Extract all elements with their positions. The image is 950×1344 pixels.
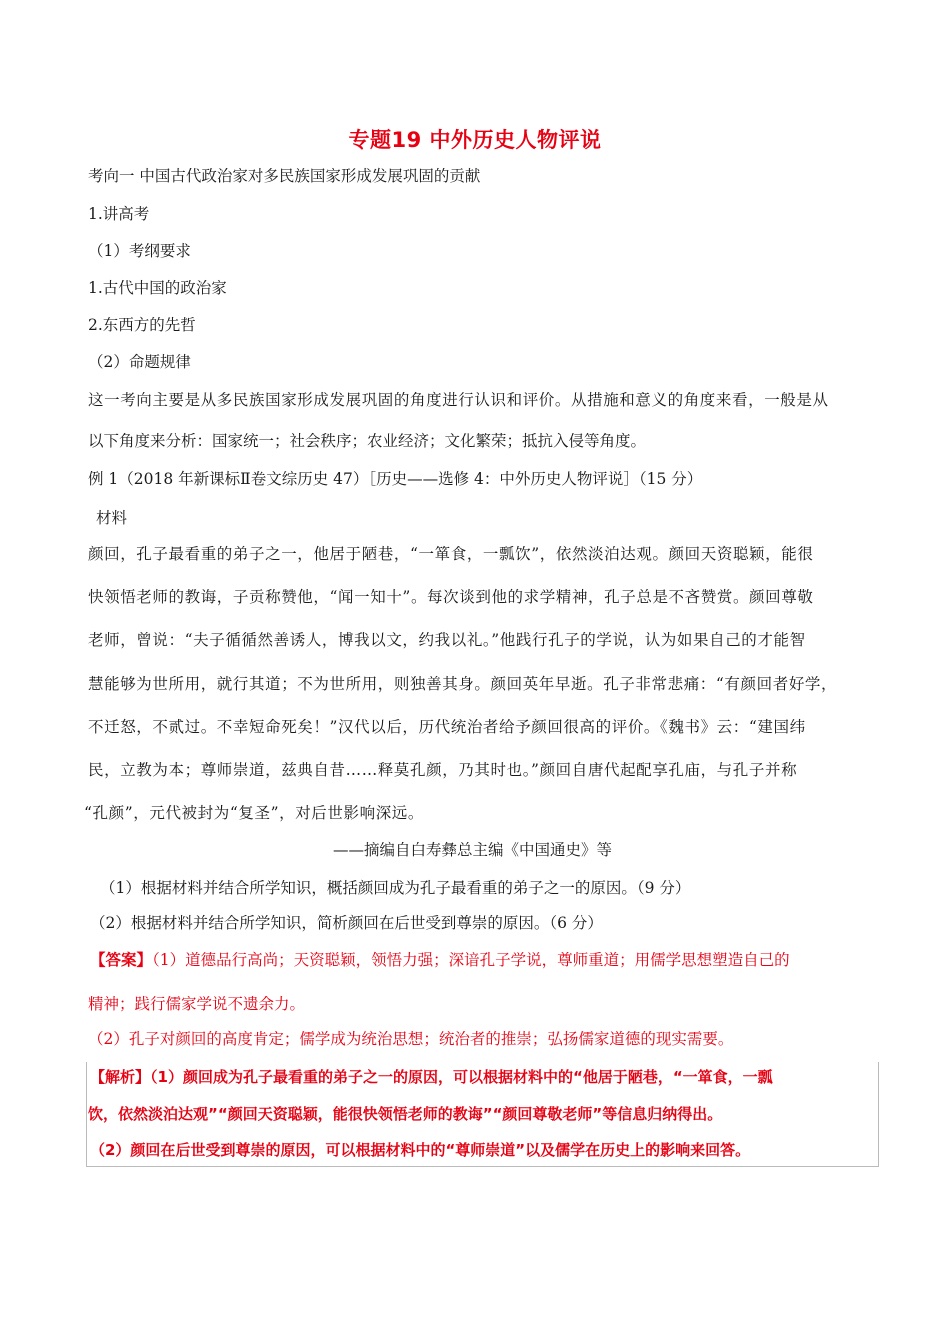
list-item: 1.古代中国的政治家 [88, 279, 227, 297]
material-label: 材料 [96, 509, 128, 527]
material-line: 快领悟老师的教诲，子贡称赞他，“闻一知十”。每次谈到他的求学精神，孔子总是不吝赞赏。颜回尊敬 [88, 588, 814, 606]
answer-line: 精神；践行儒家学说不遗余力。 [88, 995, 306, 1013]
section-heading: 考向一 中国古代政治家对多民族国家形成发展巩固的贡献 [88, 167, 481, 185]
example-heading: 例 1（2018 年新课标Ⅱ卷文综历史 47）［历史——选修 4：中外历史人物评说］（15 分） [88, 470, 703, 488]
analysis-line: 饮，依然淡泊达观”“颜回天资聪颖，能很快领悟老师的教诲”“颜回尊敬老师”等信息归纳得出。 [88, 1105, 723, 1123]
paragraph-line: 这一考向主要是从多民族国家形成发展巩固的角度进行认识和评价。从措施和意义的角度来看，一般是从 [88, 391, 829, 409]
analysis-tag: 【解析】 [90, 1068, 151, 1086]
paragraph-line: 以下角度来分析：国家统一；社会秩序；农业经济；文化繁荣；抵抗入侵等角度。 [88, 432, 647, 450]
source-citation: ——摘编自白寿彝总主编《中国通史》等 [333, 841, 613, 859]
question-2: （2）根据材料并结合所学知识，简析颜回在后世受到尊崇的原因。（6 分） [90, 914, 603, 932]
analysis-line [90, 1067, 773, 1087]
page-title: 专题19 中外历史人物评说 [348, 128, 602, 152]
material-line: 民，立教为本；尊师崇道，兹典自昔……释莫孔颜，乃其时也。”颜回自唐代起配享孔庙，与孔子并称 [88, 761, 798, 779]
list-item: 2.东西方的先哲 [88, 316, 196, 334]
material-line: 老师，曾说：“夫子循循然善诱人，博我以文，约我以礼。”他践行孔子的学说，认为如果自己的才能智 [88, 631, 806, 649]
material-line: 颜回，孔子最看重的弟子之一，他居于陋巷，“一箪食，一瓢饮”，依然淡泊达观。颜回天资聪颖，能很 [88, 545, 814, 563]
item-heading: （1）考纲要求 [88, 242, 191, 260]
item-heading: （2）命题规律 [88, 353, 191, 371]
answer-text: （1）道德品行高尚；天资聪颖，领悟力强；深谙孔子学说，尊师重道；用儒学思想塑造自己的 [152, 951, 790, 969]
material-line: 不迁怒，不贰过。不幸短命死矣！”汉代以后，历代统治者给予颜回很高的评价。《魏书》云：“建国纬 [88, 718, 806, 736]
material-line: “孔颜”，元代被封为“复圣”，对后世影响深远。 [84, 804, 424, 822]
answer-line: （2）孔子对颜回的高度肯定；儒学成为统治思想；统治者的推崇；弘扬儒家道德的现实需要。 [88, 1030, 734, 1048]
answer-line [90, 950, 790, 970]
answer-tag: 【答案】 [90, 951, 153, 969]
analysis-text: （1）颜回成为孔子最看重的弟子之一的原因，可以根据材料中的“他居于陋巷，“一箪食，一瓢 [150, 1068, 773, 1086]
subsection-heading: 1.讲高考 [88, 205, 150, 223]
material-line: 慧能够为世所用，就行其道；不为世所用，则独善其身。颜回英年早逝。孔子非常悲痛：“有颜回者好学， [88, 675, 838, 693]
question-1: （1）根据材料并结合所学知识，概括颜回成为孔子最看重的弟子之一的原因。（9 分） [100, 879, 691, 897]
analysis-line: （2）颜回在后世受到尊崇的原因，可以根据材料中的“尊师崇道”以及儒学在历史上的影响来回答。 [90, 1141, 751, 1159]
